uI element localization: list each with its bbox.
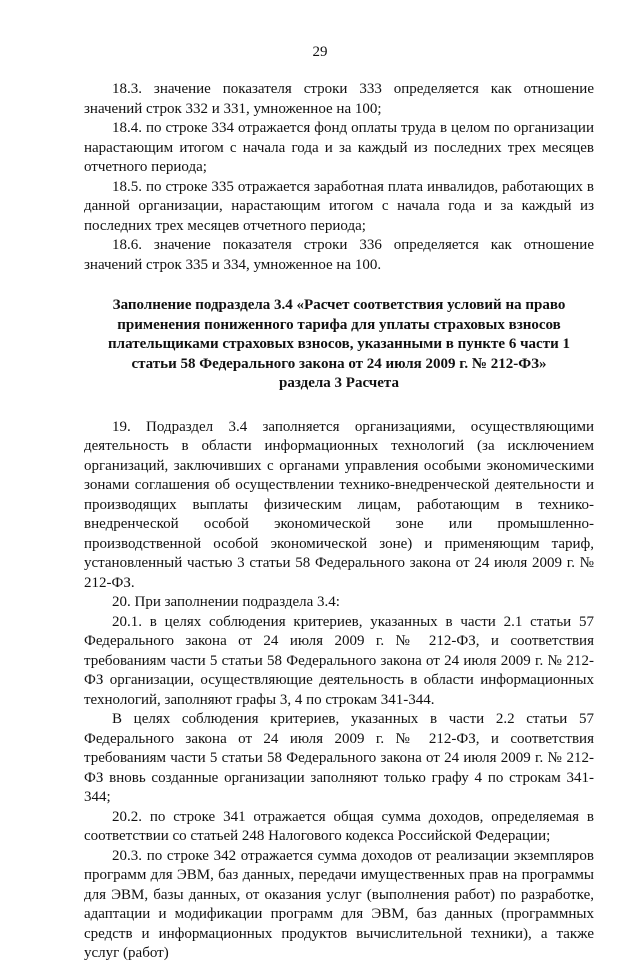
paragraph-20-1: 20.1. в целях соблюдения критериев, указанных в части 2.1 статьи 57 Федерального закона от 24 июля 2009 г. № 212-ФЗ, и соответствия требованиям части 5 статьи 58 Федерального закона от 24 июля 2009 г. № 212-ФЗ организации, осуществляющие деятельность в области информационных технологий, заполняют графы 3, 4 по строкам 341-344. (84, 613, 594, 708)
paragraph-20-3: 20.3. по строке 342 отражается сумма доходов от реализации экземпляров программ для ЭВМ, баз данных, передачи имущественных прав на программы для ЭВМ, базы данных, от оказания услуг (выполнения работ) по разработке, адаптации и модификации программ для ЭВМ, баз данных (программных средств и информационных продуктов вычислительной техники), а также услуг (работ) (84, 847, 594, 961)
paragraph-19: 19. Подраздел 3.4 заполняется организациями, осуществляющими деятельность в области информационных технологий (за исключением организаций, заключивших с органами управления особыми экономическими зонами соглашения об осуществлении технико-внедренческой деятельности и производящих выплаты физическим лицам, работающим в технико-внедренческой особой экономической зоне или промышленно-производственной особой экономической зоне) и применяющим тариф, установленный частью 3 статьи 58 Федерального закона от 24 июля 2009 г. № 212-ФЗ. (84, 418, 594, 591)
paragraph-20: 20. При заполнении подраздела 3.4: (112, 594, 340, 610)
heading-line: плательщиками страховых взносов, указанными в пункте 6 части 1 (108, 336, 570, 352)
paragraph-18-4: 18.4. по строке 334 отражается фонд оплаты труда в целом по организации нарастающим итогом с начала года и за каждый из последних трех месяцев отчетного периода; (84, 120, 594, 175)
paragraph-20-1-cont: В целях соблюдения критериев, указанных в части 2.2 статьи 57 Федерального закона от 24 июля 2009 г. № 212-ФЗ, и соответствия требованиям части 5 статьи 58 Федерального закона от 24 июля 2009 г. № 212-ФЗ вновь созданные организации заполняют только графу 4 по строкам 341-344; (84, 711, 594, 805)
paragraph-20-2: 20.2. по строке 341 отражается общая сумма доходов, определяемая в соответствии со статьей 248 Налогового кодекса Российской Федерации; (84, 808, 594, 844)
heading-line: статьи 58 Федерального закона от 24 июля 2009 г. № 212-ФЗ» (131, 355, 547, 372)
paragraph-18-6: 18.6. значение показателя строки 336 определяется как отношение значений строк 335 и 334, умноженное на 100. (84, 237, 594, 273)
heading-line: Заполнение подраздела 3.4 «Расчет соответствия условий на право (112, 297, 566, 313)
section-heading (84, 296, 594, 394)
paragraph-18-5: 18.5. по строке 335 отражается заработная плата инвалидов, работающих в данной организации, нарастающим итогом с начала года и за каждый из последних трех месяцев отчетного периода; (84, 178, 594, 234)
page-number: 29 (312, 44, 328, 60)
heading-line: раздела 3 Расчета (279, 375, 399, 391)
document-body (84, 80, 594, 964)
paragraph-18-3: 18.3. значение показателя строки 333 определяется как отношение значений строк 332 и 331, умноженное на 100; (84, 81, 594, 117)
heading-line: применения пониженного тарифа для уплаты страховых взносов (117, 316, 561, 333)
